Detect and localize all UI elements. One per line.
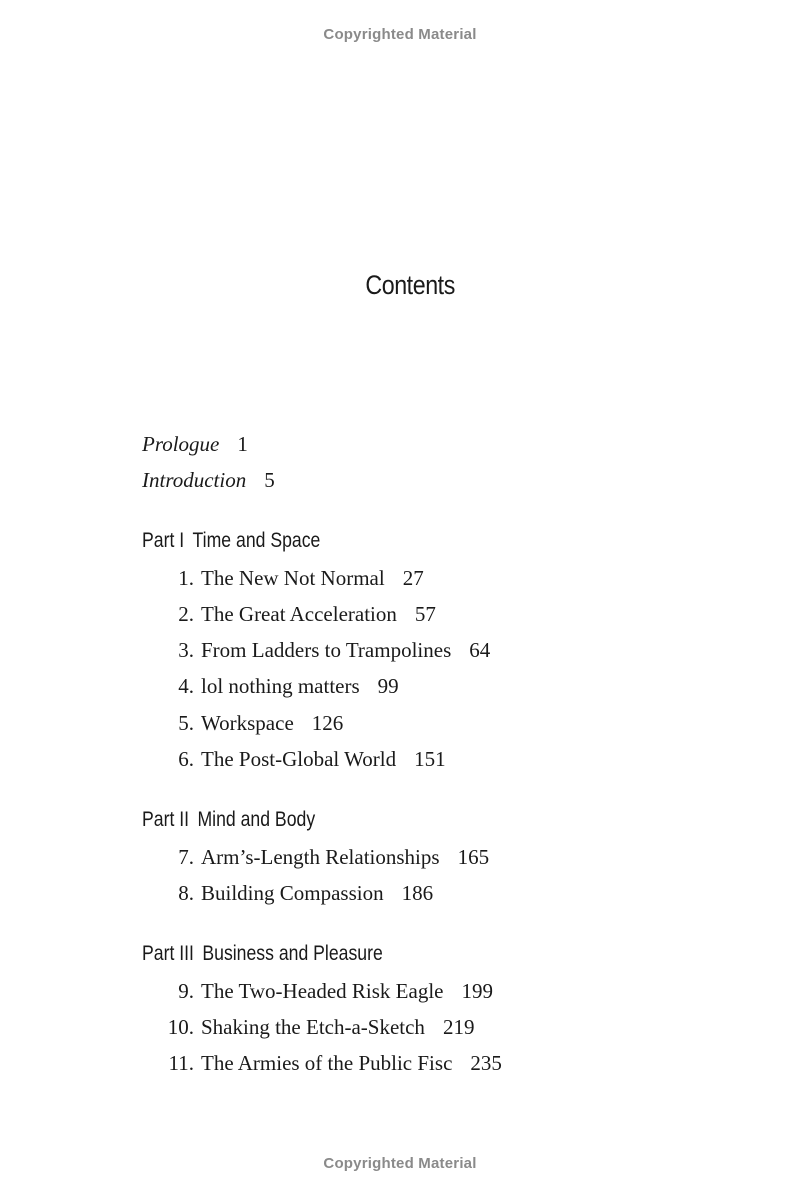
chapter-page: 186 (401, 881, 434, 905)
chapter-number: 5. (178, 711, 194, 735)
toc-entry-chapter-9[interactable] (142, 979, 493, 1004)
toc-entry-chapter-5[interactable] (142, 711, 343, 736)
chapter-page: 199 (461, 979, 493, 1003)
chapter-page: 57 (414, 602, 436, 626)
toc-entry-chapter-6[interactable] (142, 747, 446, 772)
chapter-title: The Great Acceleration (201, 602, 397, 626)
chapter-number: 1. (178, 566, 194, 590)
part-label: Part I (142, 529, 185, 552)
chapter-page: 27 (402, 566, 424, 590)
chapter-number: 3. (178, 638, 194, 662)
chapter-page: 151 (414, 747, 446, 771)
chapter-number: 2. (178, 602, 194, 626)
chapter-page: 64 (469, 638, 491, 662)
entry-title: Prologue (142, 432, 220, 456)
chapter-page: 99 (377, 674, 399, 698)
toc-entry-chapter-4[interactable] (142, 674, 399, 699)
part-heading-3 (142, 942, 383, 966)
chapter-page: 219 (442, 1015, 475, 1039)
chapter-page: 126 (311, 711, 344, 735)
chapter-number: 7. (178, 845, 194, 869)
toc-entry-chapter-7[interactable] (142, 845, 489, 870)
chapter-title: Arm’s-Length Relationships (201, 845, 440, 869)
chapter-number: 11. (168, 1051, 194, 1075)
part-heading-2 (142, 808, 315, 832)
toc-entry-chapter-8[interactable] (142, 881, 433, 906)
chapter-number: 6. (178, 747, 194, 771)
chapter-title: The Armies of the Public Fisc (201, 1051, 453, 1075)
chapter-title: Shaking the Etch-a-Sketch (201, 1015, 425, 1039)
chapter-title: Building Compassion (201, 881, 384, 905)
entry-page: 5 (264, 468, 275, 492)
chapter-page: 235 (470, 1051, 502, 1075)
page-title: Contents (365, 270, 455, 300)
chapter-title: The Two-Headed Risk Eagle (201, 979, 444, 1003)
chapter-title: From Ladders to Trampolines (201, 638, 452, 662)
part-heading-1 (142, 529, 320, 553)
chapter-title: The New Not Normal (201, 566, 385, 590)
toc-entry-chapter-11[interactable] (142, 1051, 502, 1076)
part-label: Part II (142, 808, 190, 831)
toc-entry-chapter-2[interactable] (142, 602, 436, 627)
chapter-number: 9. (178, 979, 194, 1003)
chapter-number: 4. (178, 674, 194, 698)
copyright-watermark-bottom: Copyrighted Material (323, 1155, 477, 1172)
chapter-title: The Post-Global World (201, 747, 397, 771)
chapter-number: 8. (178, 881, 194, 905)
part-title: Mind and Body (197, 808, 316, 831)
chapter-title: lol nothing matters (201, 674, 360, 698)
entry-title: Introduction (142, 468, 247, 492)
part-title: Business and Pleasure (202, 942, 383, 965)
chapter-page: 165 (457, 845, 490, 869)
part-label: Part III (142, 942, 194, 965)
part-title: Time and Space (192, 529, 321, 552)
toc-entry-chapter-10[interactable] (142, 1015, 474, 1040)
toc-entry-chapter-1[interactable] (142, 566, 424, 591)
chapter-number: 10. (167, 1015, 194, 1039)
chapter-title: Workspace (201, 711, 294, 735)
toc-entry-introduction[interactable] (142, 468, 275, 493)
entry-page: 1 (237, 432, 248, 456)
toc-entry-prologue[interactable] (142, 432, 248, 457)
copyright-watermark-top: Copyrighted Material (323, 26, 477, 43)
toc-entry-chapter-3[interactable] (142, 638, 490, 663)
